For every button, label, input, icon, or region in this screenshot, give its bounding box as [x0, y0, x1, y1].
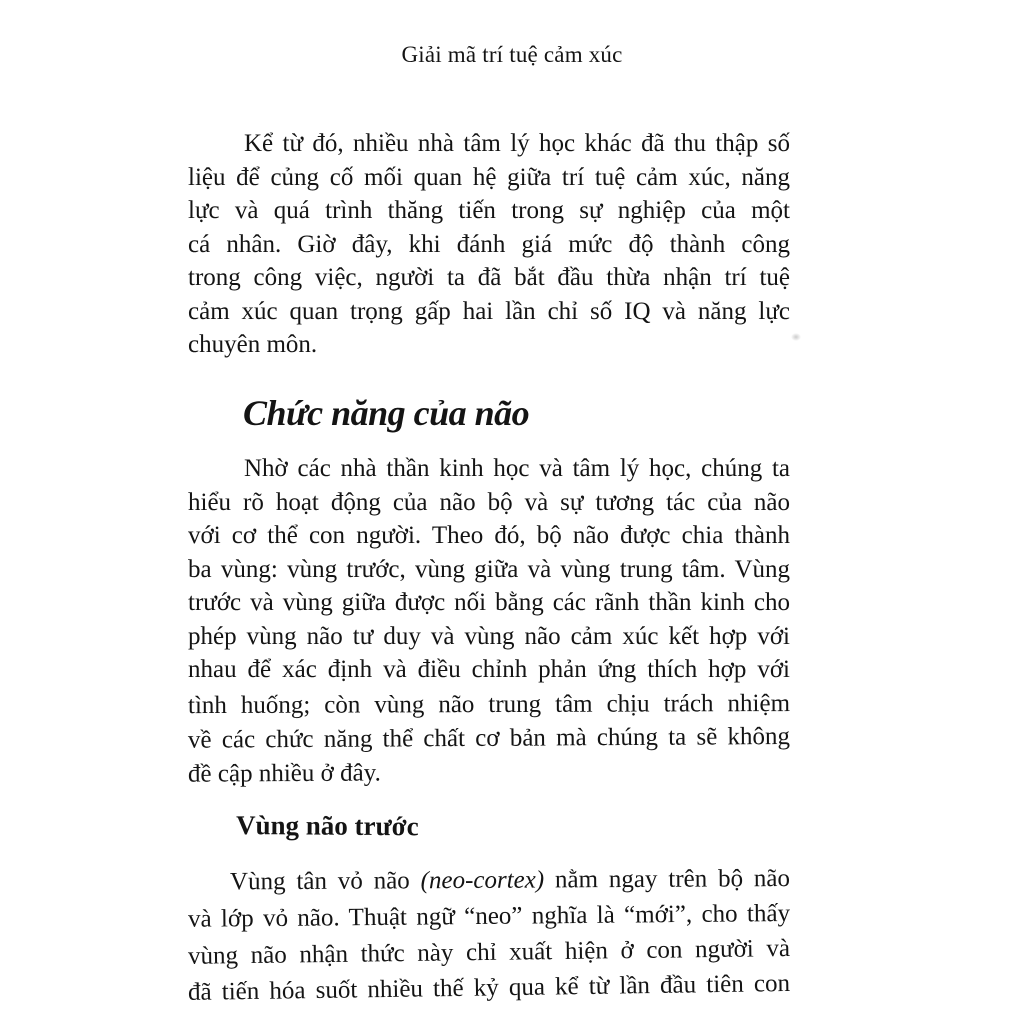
paragraph-1	[188, 127, 790, 362]
text-line: Nhờ các nhà thần kinh học và tâm lý học, chúng ta	[244, 455, 790, 482]
text-line: cảm xúc quan trọng gấp hai lần chỉ số IQ và năng lực	[188, 297, 790, 325]
running-header: Giải mã trí tuệ cảm xúc	[401, 42, 623, 67]
text-line: liệu để củng cố mối quan hệ giữa trí tuệ cảm xúc, năng	[188, 163, 790, 191]
emphasis-term: (neo-cortex)	[420, 866, 545, 895]
text-segment: Vùng tân vỏ não	[229, 867, 421, 896]
text-line: trong công việc, người ta đã bắt đầu thừa nhận trí tuệ	[188, 264, 790, 291]
text-line: và lớp vỏ não. Thuật ngữ “neo” nghĩa là “mới”, cho thấy	[187, 900, 791, 933]
text-line: hiểu rõ hoạt động của não bộ và sự tương tác của não	[188, 488, 790, 516]
text-line: Kể từ đó, nhiều nhà tâm lý học khác đã thu thập số	[244, 130, 790, 157]
text-line: nhau để xác định và điều chỉnh phản ứng thích hợp với	[188, 656, 790, 683]
text-line: với cơ thể con người. Theo đó, bộ não được chia thành	[188, 522, 790, 549]
text-line: phép vùng não tư duy và vùng não cảm xúc kết hợp với	[188, 622, 790, 650]
subsection-heading: Vùng não trước	[235, 810, 419, 842]
text-line: về các chức năng thể chất cơ bản mà chúng ta sẽ không	[187, 723, 791, 754]
paragraph-2	[188, 452, 790, 787]
section-heading: Chức năng của não	[243, 393, 530, 433]
page-smudge	[791, 333, 801, 341]
text-line: chuyên môn.	[188, 331, 318, 358]
text-line: đã tiến hóa suốt nhiều thế kỷ qua kể từ lần đầu tiên con	[187, 970, 791, 1006]
text-line: trước và vùng giữa được nối bằng các rãnh thần kinh cho	[188, 589, 790, 616]
text-line: ba vùng: vùng trước, vùng giữa và vùng trung tâm. Vùng	[188, 555, 790, 583]
text-line	[188, 861, 790, 900]
text-line: cá nhân. Giờ đây, khi đánh giá mức độ thành công	[188, 230, 790, 258]
text-segment: nằm ngay trên bộ não	[544, 865, 791, 894]
text-line: tình huống; còn vùng não trung tâm chịu trách nhiệm	[187, 689, 791, 719]
text-line: đề cập nhiều ở đây.	[187, 759, 381, 788]
text-line: vùng não nhận thức này chỉ xuất hiện ở con người và	[187, 935, 791, 970]
text-line: lực và quá trình thăng tiến trong sự nghiệp của một	[188, 197, 790, 224]
paragraph-3	[187, 861, 791, 1006]
